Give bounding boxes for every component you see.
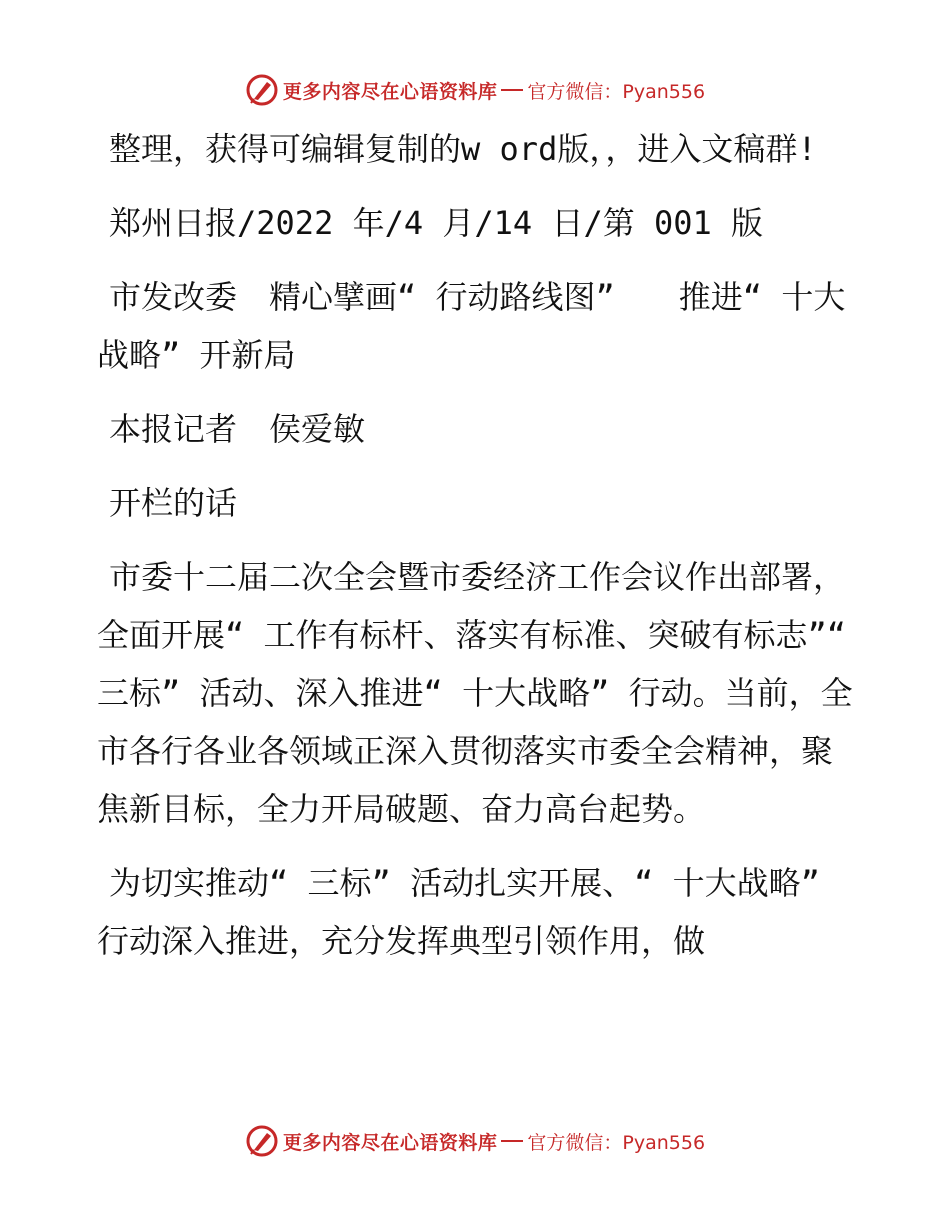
watermark-separator <box>501 1140 523 1142</box>
footer-watermark <box>0 1121 950 1161</box>
paragraph-headline: 市发改委 精心擘画“ 行动路线图” 推进“ 十大战略” 开新局 <box>97 278 846 374</box>
quill-logo-icon <box>245 1124 279 1158</box>
paragraph-byline: 本报记者 侯爱敏 <box>109 410 366 448</box>
watermark-wechat: 官方微信：Pyan556 <box>527 80 706 103</box>
watermark-separator <box>501 89 523 91</box>
watermark-text: 更多内容尽在心语资料库 <box>282 1131 498 1154</box>
watermark-wechat: 官方微信：Pyan556 <box>527 1131 706 1154</box>
paragraph-column-title: 开栏的话 <box>109 484 238 522</box>
paragraph-intro: 整理，获得可编辑复制的w ord版，，进入文稿群! <box>109 130 817 168</box>
paragraph-body-2: 为切实推动“ 三标” 活动扎实开展、“ 十大战略” 行动深入推进，充分发挥典型引领作用，做 <box>97 864 820 960</box>
document-body <box>97 120 857 986</box>
paragraph-body-1: 市委十二届二次全会暨市委经济工作会议作出部署，全面开展“ 工作有标杆、落实有标准、突破有标志”“ 三标” 活动、深入推进“ 十大战略” 行动。当前，全市各行各业各领域正深入贯彻落实市委全会精神，聚焦新目标，全力开局破题、奋力高台起势。 <box>97 558 853 828</box>
header-watermark <box>0 70 950 110</box>
watermark-text: 更多内容尽在心语资料库 <box>282 80 498 103</box>
quill-logo-icon <box>245 73 279 107</box>
paragraph-source: 郑州日报/2022 年/4 月/14 日/第 001 版 <box>109 204 764 242</box>
